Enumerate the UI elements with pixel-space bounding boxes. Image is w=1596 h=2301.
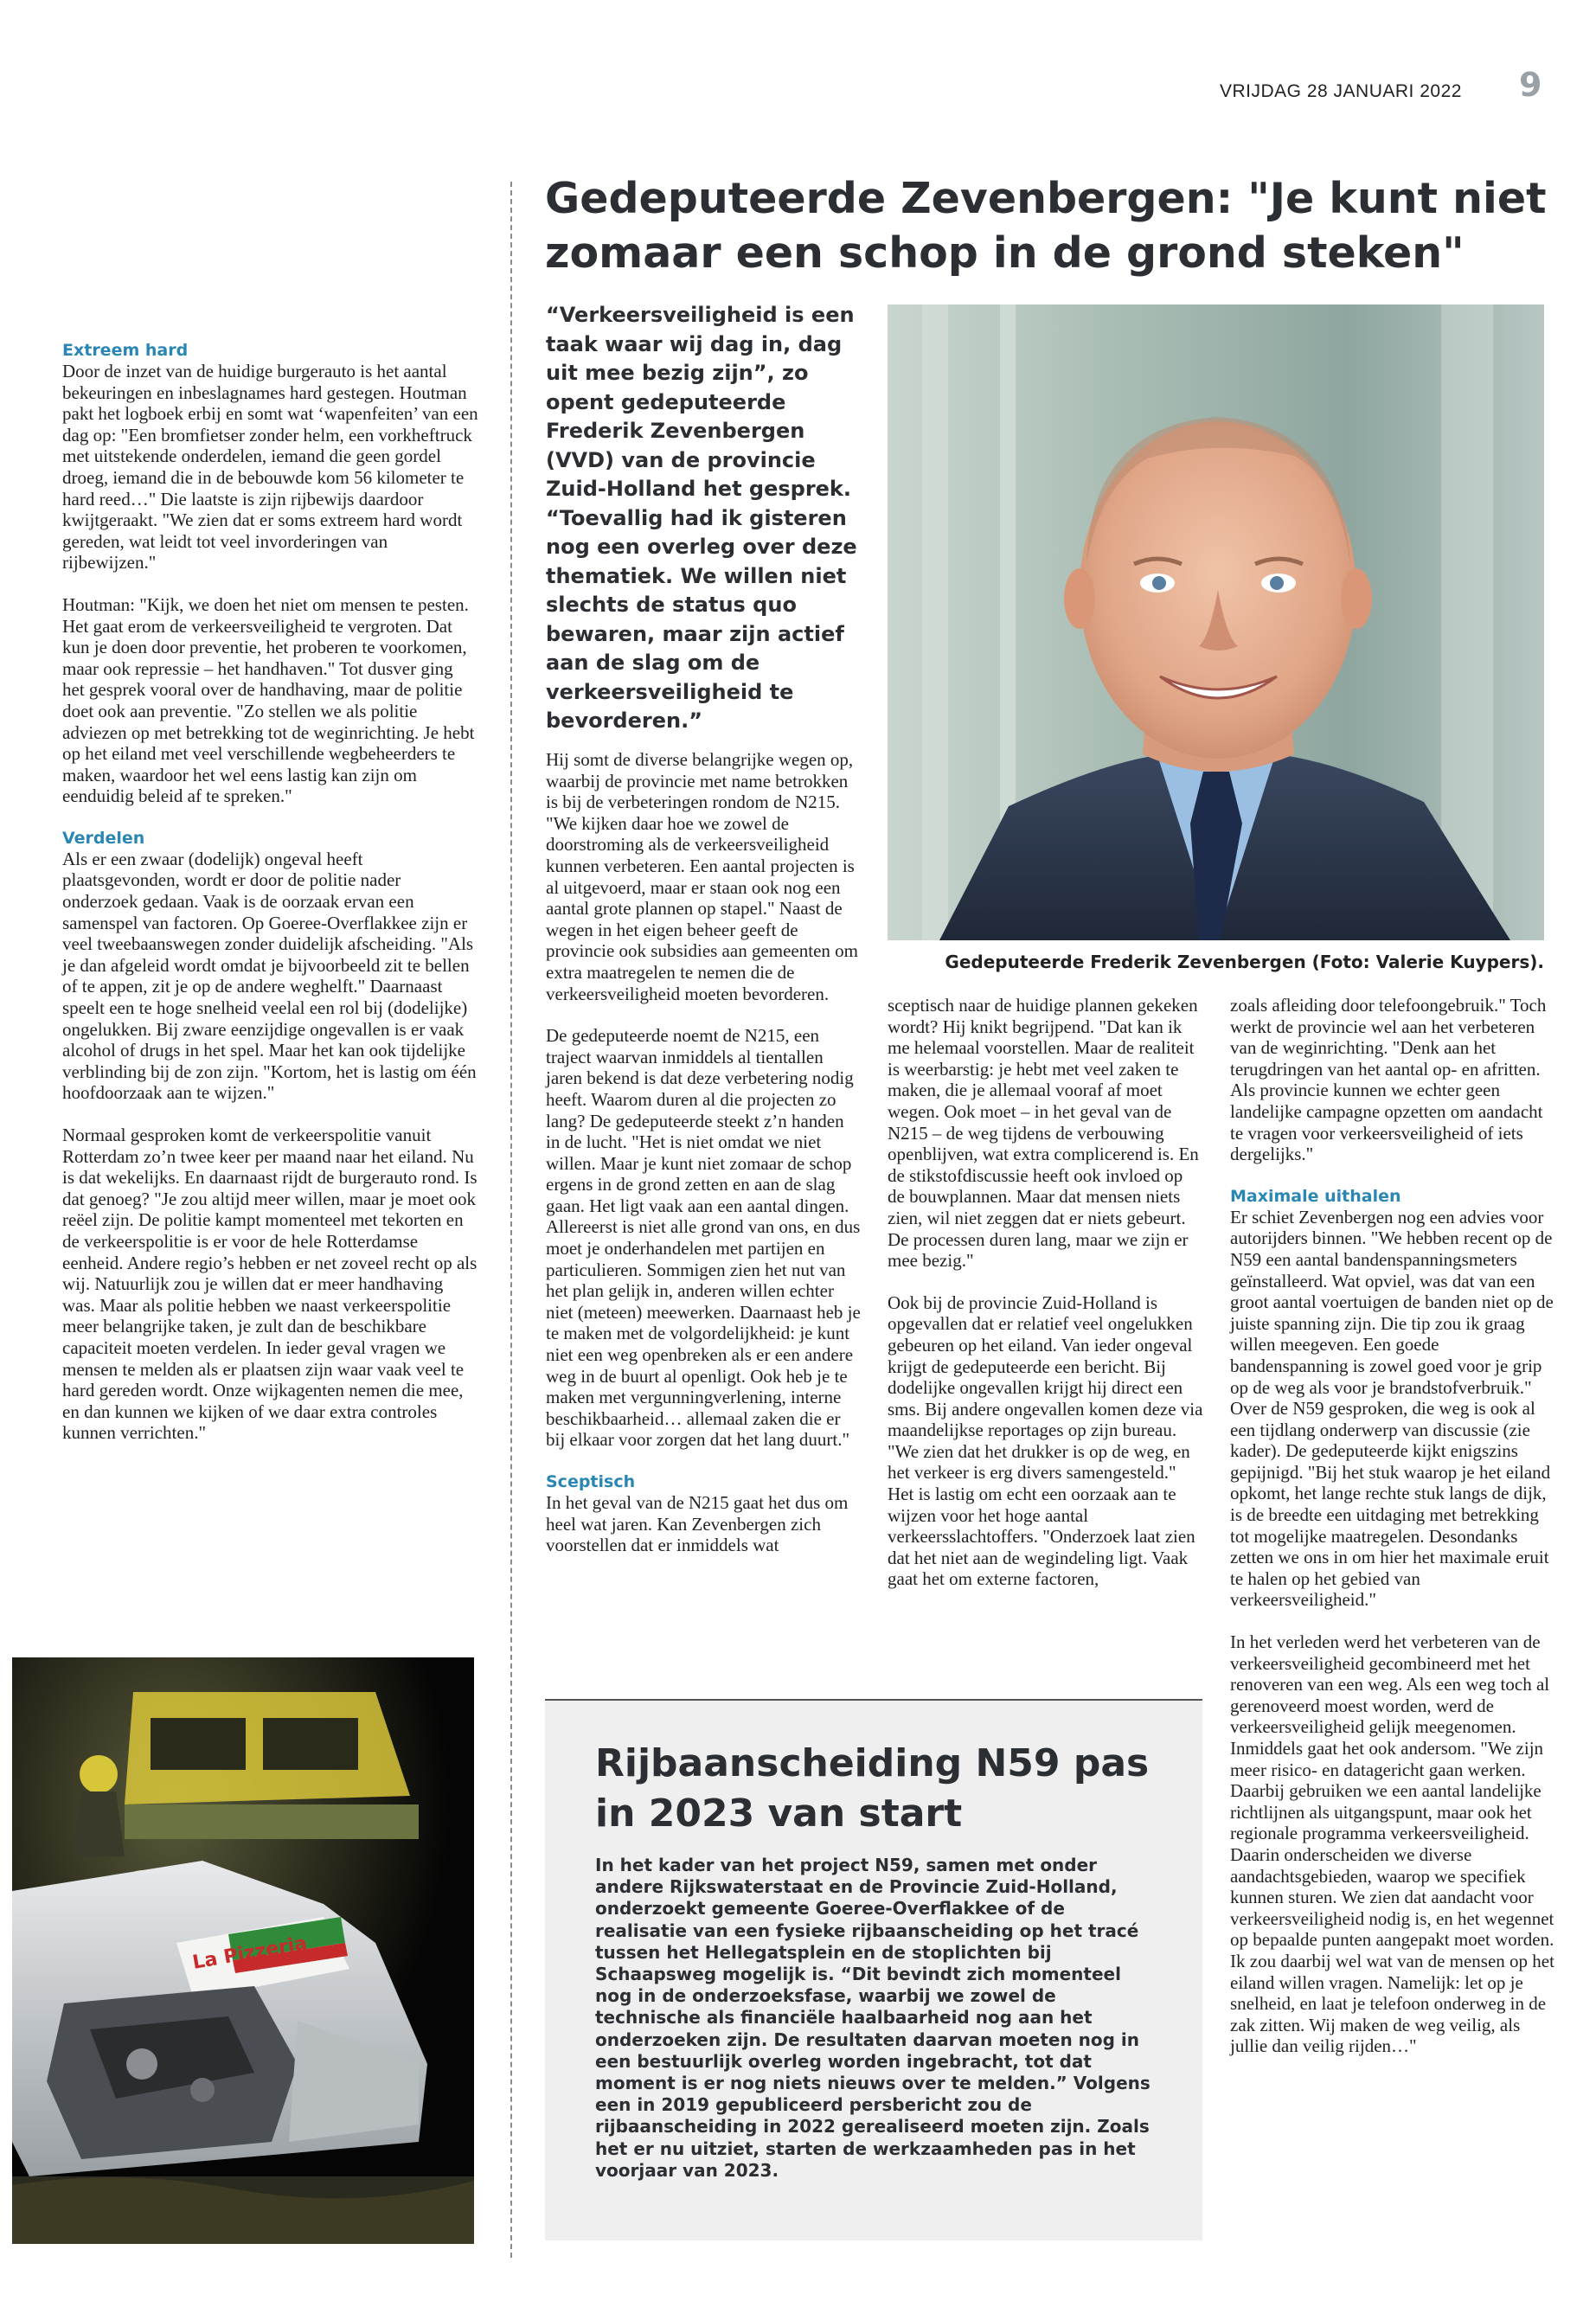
paragraph: zoals afleiding door telefoongebruik." Toch werkt de provincie wel aan het verbeteren van de weginrichting. "Denk aan het terugdringen van het aantal op- en afritten. Als provincie kunnen we echter geen landelijke campagne opzetten om aandacht te vragen voor verkeersveiligheid of iets dergelijks." (1230, 995, 1547, 1165)
info-box-body: In het kader van het project N59, samen met onder andere Rijkswaterstaat en de Provincie Zuid-Holland, onderzoekt gemeente Goeree-Overflakkee of de realisatie van een fysieke rijbaanscheiding op het tracé tussen het Hellegatsplein en de stoplichten bij Schaapsweg mogelijk is. “Dit bevindt zich momenteel nog in de onderzoeksfase, waarbij we zowel de technische als financiële haalbaarheid nog aan het onderzoeken zijn. De resultaten daarvan moeten nog in een bestuurlijk overleg worden ingebracht, tot dat moment is er nog niets nieuws over te melden.” Volgens een in 2019 gepubliceerd persbericht zou de rijbaanscheiding in 2022 gerealiseerd moeten zijn. Zoals het er nu uitziet, starten de werkzaamheden pas in het voorjaar van 2023. (595, 1855, 1151, 2181)
paragraph: sceptisch naar de huidige plannen gekeken wordt? Hij knikt begrijpend. "Dat kan ik me helemaal voorstellen. Maar de realiteit is weerbarstig: je hebt met veel zaken te maken, die je allemaal vooraf af moet wegen. Ook moet – in het geval van de N215 – de weg tijdens de verbouwing openblijven, wat extra complicerend is. En de stikstofdiscussie heeft ook invloed op de bouwplannen. Maar dat mensen niets zien, wil niet zeggen dat er niets gebeurt. De processen duren lang, maar we zijn er mee bezig." (888, 995, 1199, 1272)
column-4 (1230, 995, 1559, 2057)
subheading-verdelen: Verdelen (62, 828, 145, 848)
paragraph: Normaal gesproken komt de verkeerspolitie vanuit Rotterdam zo’n twee keer per maand naar het eiland. Nu is dat wekelijks. En daarnaast rijdt de burgerauto rond. Is dat genoeg? "Je zou altijd meer willen, maar je moet ook reëel zijn. De politie kampt momenteel met tekorten en de verkeerspolitie is er voor de hele Rotterdamse eenheid. Andere regio’s hebben er net zoveel recht op als wij. Natuurlijk zou je willen dat er meer handhaving was. Maar als politie hebben we naast verkeerspolitie meer belangrijke taken, je zult dan de beschikbare capaciteit moeten verdelen. In ieder geval vragen we mensen te melden als er plaatsen zijn waar vaak veel te hard gereden wordt. Onze wijkagenten nemen die mee, en dan kunnen we kijken of we daar extra controles kunnen verrichten." (62, 1125, 478, 1444)
page-number: 9 (1519, 66, 1542, 104)
issue-date: VRIJDAG 28 JANUARI 2022 (1220, 81, 1462, 101)
column-3 (888, 995, 1204, 1590)
subheading-maximale-uithalen: Maximale uithalen (1230, 1186, 1401, 1206)
paragraph: De gedeputeerde noemt de N215, een traject waarvan inmiddels al tientallen jaren bekend is dat deze verbetering nodig heeft. Waarom duren al die projecten zo lang? De gedeputeerde steekt z’n handen in de lucht. "Het is niet omdat we niet willen. Maar je kunt niet zomaar de schop ergens in de grond zetten en aan de slag gaan. Het ligt vaak aan een aantal dingen. Allereerst is niet alle grond van ons, en dus moet je onderhandelen met partijen en particulieren. Sommigen zien het nut van het plan gelijk in, anderen willen echter niet (meteen) meewerken. Daarnaast heb je te maken met de volgordelijkheid: je kunt niet een weg openbreken als er een andere weg in de buurt al openligt. Ook heb je te maken met vergunningverlening, interne beschikbaarheid… allemaal zaken die er bij elkaar voor zorgen dat het lang duurt." (546, 1025, 861, 1451)
paragraph: Als er een zwaar (dodelijk) ongeval heeft plaatsgevonden, wordt er door de politie nader onderzoek gedaan. Vaak is de oorzaak ervan een samenspel van factoren. Op Goeree-Overflakkee zijn er veel tweebaanswegen zonder duidelijk afscheiding. "Als je dan afgeleid wordt omdat je bijvoorbeeld zit te bellen of te appen, zit je op de andere weghelft." Daarnaast speelt een te hoge snelheid veelal een rol bij (dodelijke) ongelukken. Bij zware eenzijdige ongevallen is er vaak alcohol of drugs in het spel. Maar het kan ook tijdelijke verblinding bij de zon zijn. "Kortom, het is lastig om één hoofdoorzaak aan te wijzen." (62, 848, 477, 1104)
crash-photo (12, 1657, 474, 2244)
paragraph: Houtman: "Kijk, we doen het niet om mensen te pesten. Het gaat erom de verkeersveiligheid te vergroten. Dat kun je doen door preventie, het proberen te voorkomen, maar ook repressie – het handhaven." Tot dusver ging het gesprek vooral over de handhaving, maar de politie doet ook aan preventie. "Zo stellen we als politie adviezen op met betrekking tot de weginrichting. Je hebt op het eiland met veel verschillende wegbeheerders te maken, waardoor het wel eens lastig kan zijn om eenduidig beleid af te spreken." (62, 593, 475, 807)
info-box-title: Rijbaanscheiding N59 pas in 2023 van start (595, 1741, 1150, 1836)
paragraph: Ook bij de provincie Zuid-Holland is opgevallen dat er relatief veel ongelukken gebeuren op het eiland. Van ieder ongeval krijgt de gedeputeerde een bericht. Bij dodelijke ongevallen krijgt hij direct een sms. Bij andere ongevallen komen deze via maandelijkse reportages op zijn bureau. "We zien dat het drukker is op de weg, en het verkeer is erg divers samengesteld." Het is lastig om echt een oorzaak aan te wijzen voor het hoge aantal verkeersslachtoffers. "Onderzoek laat zien dat het niet aan de wegindeling ligt. Vaak gaat het om externe factoren, (888, 1292, 1203, 1590)
paragraph: In het geval van de N215 gaat het dus om heel wat jaren. Kan Zevenbergen zich voorstellen dat er inmiddels wat (546, 1492, 849, 1556)
portrait-photo (888, 304, 1544, 940)
column-1 (62, 340, 479, 1444)
paragraph: Door de inzet van de huidige burgerauto is het aantal bekeuringen en inbeslagnames hard gestegen. Houtman pakt het logboek erbij en somt wat ‘wapenfeiten’ van een dag op: "Een bromfietser zonder helm, een vorkheftruck met uitstekende onderdelen, iemand die geen gordel droeg, iemand die in de bebouwde kom 56 kilometer te hard reed…" Die laatste is zijn rijbewijs daardoor kwijtgeraakt. "We zien dat er soms extreem hard wordt gereden, wat leidt tot veel invorderingen van rijbewijzen." (62, 361, 478, 574)
subheading-sceptisch: Sceptisch (546, 1472, 636, 1491)
paragraph: In het verleden werd het verbeteren van de verkeersveiligheid gecombineerd met het renoveren van een weg. Als een weg toch al gerenoveerd moest worden, werd de verkeersveiligheid gelijk meegenomen. Inmiddels gaat het ook andersom. "We zijn meer risico- en datagericht gaan werken. Daarbij gebruiken we een aantal landelijke richtlijnen als uitgangspunt, maar ook het regionale programma verkeersveiligheid. Daarin onderscheiden we diverse aandachtsgebieden, waarop we specifiek kunnen sturen. We zien dat aandacht voor verkeersveiligheid nodig is, en het wegennet op bepaalde punten aangepakt moet worden. Ik zou daarbij wel wat van de mensen op het eiland willen vragen. Namelijk: let op je snelheid, en laat je telefoon onderweg in de zak zitten. Wij maken de weg veilig, als jullie dan veilig rijden…" (1230, 1631, 1554, 2057)
column-divider (510, 182, 512, 2258)
article-lead: “Verkeersveiligheid is een taak waar wij dag in, dag uit mee bezig zijn”, zo opent gedeputeerde Frederik Zevenbergen (VVD) van de provincie Zuid-Holland het gesprek. “Toevallig had ik gisteren nog een overleg over deze thematiek. We willen niet slechts de status quo bewaren, maar zijn actief aan de slag om de verkeersveiligheid te bevorderen.” (546, 303, 857, 733)
paragraph: Er schiet Zevenbergen nog een advies voor autorijders binnen. "We hebben recent op de N59 een aantal bandenspanningsmeters geïnstalleerd. Wat opviel, was dat van een groot aantal voertuigen de banden niet op de juiste spanning zijn. Die tip zou ik graag willen meegeven. Een goede bandenspanning is zowel goed voor je grip op de weg als voor je brandstofverbruik." Over de N59 gesproken, die weg is ook al een tijdlang onderwerp van discussie (zie kader). De gedeputeerde kijkt enigszins gepijnigd. "Bij het stuk waarop je het eiland opkomt, het lange rechte stuk langs de dijk, is de breedte een uitdaging met betrekking tot mogelijke maatregelen. Desondanks zetten we ons in om hier het maximale eruit te halen op het gebied van verkeersveiligheid." (1230, 1206, 1554, 1611)
paragraph: Hij somt de diverse belangrijke wegen op, waarbij de provincie met name betrokken is bij de verbeteringen rondom de N215. "We kijken daar hoe we zowel de doorstroming als de verkeersveiligheid kunnen verbeteren. Een aantal projecten is al uitgevoerd, maar er staan ook nog een aantal grote plannen op stapel." Naast de wegen in het eigen beheer geeft de provincie ook subsidies aan gemeenten om extra maatregelen te nemen die de verkeersveiligheid moeten bevorderen. (546, 749, 858, 1004)
article-headline: Gedeputeerde Zevenbergen: "Je kunt niet zomaar een schop in de grond steken" (545, 174, 1547, 278)
pizzeria-sign-text: La Pizzeria (190, 1932, 309, 1974)
info-box-rule (545, 1699, 1202, 1701)
subheading-extreem-hard: Extreem hard (62, 341, 189, 360)
photo-caption: Gedeputeerde Frederik Zevenbergen (Foto: Valerie Kuypers). (945, 952, 1544, 972)
column-2 (546, 749, 862, 1556)
